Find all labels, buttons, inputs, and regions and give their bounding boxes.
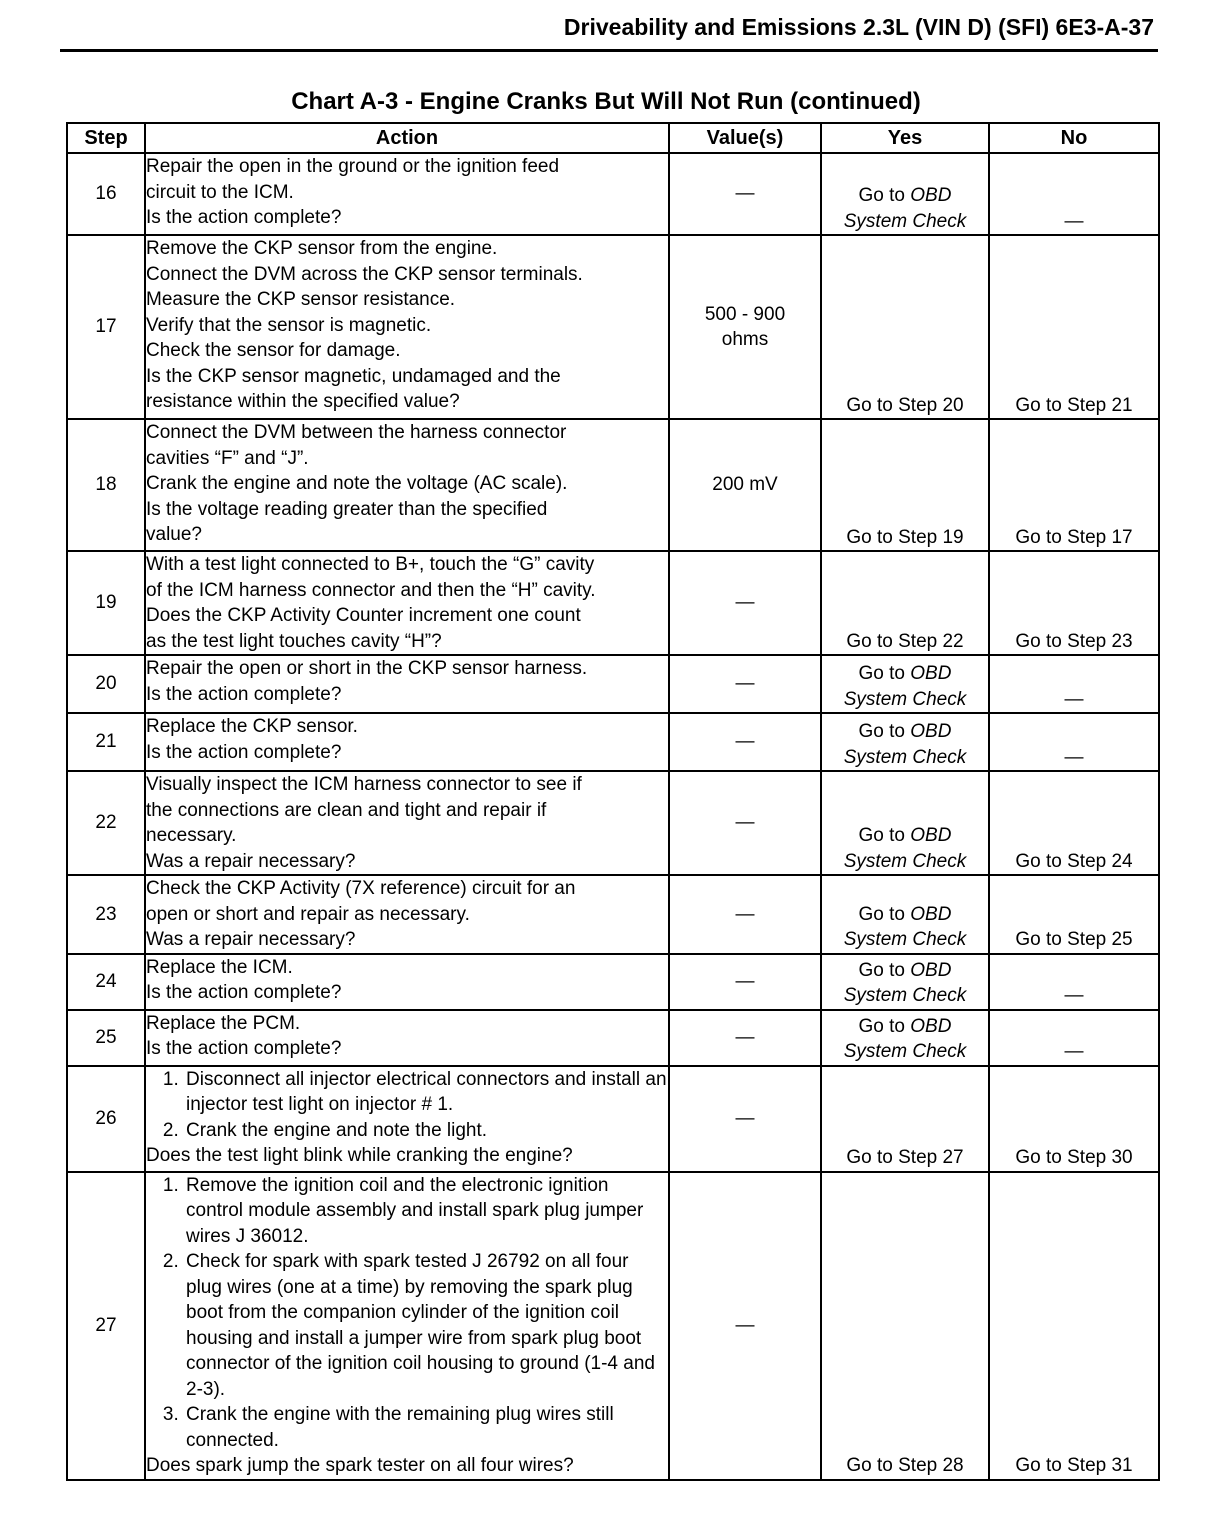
action-line: Replace the PCM. <box>146 1012 301 1034</box>
step-number: 26 <box>67 1066 145 1172</box>
value-cell <box>669 655 821 713</box>
value-text: 500 - 900 <box>704 303 786 325</box>
value-text: — <box>735 1107 755 1129</box>
yes-cell <box>821 954 989 1010</box>
action-line: Is the CKP sensor magnetic, undamaged and the <box>146 365 561 387</box>
no-result: Go to Step 24 <box>1015 850 1133 872</box>
table-row <box>67 419 1159 551</box>
action-line: Check the sensor for damage. <box>146 340 401 361</box>
step-number: 19 <box>67 551 145 655</box>
action-line: Verify that the sensor is magnetic. <box>146 314 432 336</box>
action-line: Repair the open in the ground or the ignition feed <box>146 156 560 177</box>
no-cell <box>989 875 1159 954</box>
yes-result: Go to Step 28 <box>846 1455 964 1476</box>
step-number: 17 <box>67 235 145 419</box>
action-step-item: 1. Disconnect all injector electrical connectors and install an injector test light on injector # 1. <box>184 1067 668 1118</box>
action-cell <box>145 1172 669 1480</box>
yes-cell <box>821 713 989 771</box>
value-text: — <box>735 731 755 753</box>
action-step-item: 1. Remove the ignition coil and the electronic ignition control module assembly and install spark plug jumper wires J 36012. <box>184 1173 668 1250</box>
column-header-action: Action <box>145 123 669 153</box>
no-result: Go to Step 17 <box>1015 526 1133 548</box>
no-cell <box>989 713 1159 771</box>
yes-result: Go to Step 27 <box>846 1147 964 1168</box>
action-line: Replace the CKP sensor. <box>146 716 358 737</box>
step-number: 21 <box>67 713 145 771</box>
table-row <box>67 153 1159 235</box>
action-line: Is the action complete? <box>146 1038 342 1059</box>
yes-cell <box>821 655 989 713</box>
yes-result: Go to Step 22 <box>846 630 964 652</box>
action-line: circuit to the ICM. <box>146 181 294 203</box>
value-text: — <box>735 970 755 992</box>
action-cell <box>145 1066 669 1172</box>
action-line: Crank the engine and note the voltage (AC scale). <box>146 473 568 494</box>
action-line: Is the action complete? <box>146 207 342 228</box>
yes-cell <box>821 235 989 419</box>
yes-cell <box>821 551 989 655</box>
action-steps-list <box>146 1173 668 1454</box>
no-cell <box>989 1066 1159 1172</box>
action-line: Is the voltage reading greater than the specified <box>146 498 548 520</box>
value-cell <box>669 875 821 954</box>
table-row <box>67 1010 1159 1066</box>
action-cell <box>145 875 669 954</box>
yes-cell <box>821 153 989 235</box>
no-cell <box>989 954 1159 1010</box>
action-cell <box>145 419 669 551</box>
action-cell <box>145 713 669 771</box>
table-header-row <box>67 123 1159 153</box>
step-number: 24 <box>67 954 145 1010</box>
no-result: Go to Step 31 <box>1015 1455 1133 1476</box>
step-number: 18 <box>67 419 145 551</box>
yes-cell <box>821 419 989 551</box>
value-cell <box>669 235 821 419</box>
step-number: 16 <box>67 153 145 235</box>
action-question: Does spark jump the spark tester on all four wires? <box>146 1455 574 1476</box>
column-header-step: Step <box>67 123 145 153</box>
action-line: Replace the ICM. <box>146 956 293 978</box>
action-step-item: 2. Check for spark with spark tested J 26792 on all four plug wires (one at a time) by removing the spark plug boot from the companion cylinder of the ignition coil housing and install a jumper wire from spark plug boot connector of the ignition coil housing to ground (1-4 and 2-3). <box>184 1249 668 1402</box>
no-cell <box>989 771 1159 875</box>
action-cell <box>145 1010 669 1066</box>
action-cell <box>145 153 669 235</box>
no-result: — <box>1064 746 1084 768</box>
action-line: Does the CKP Activity Counter increment one count <box>146 605 581 626</box>
action-line: Was a repair necessary? <box>146 929 356 950</box>
step-number: 22 <box>67 771 145 875</box>
value-cell <box>669 551 821 655</box>
action-line: Check the CKP Activity (7X reference) circuit for an <box>146 878 576 899</box>
column-header-yes: Yes <box>821 123 989 153</box>
action-cell <box>145 771 669 875</box>
action-line: Is the action complete? <box>146 741 342 763</box>
no-result: — <box>1064 688 1084 710</box>
no-cell <box>989 1172 1159 1480</box>
action-line: necessary. <box>146 825 237 846</box>
value-cell <box>669 1010 821 1066</box>
action-question: Does the test light blink while cranking the engine? <box>146 1145 573 1166</box>
action-step-item: 2. Crank the engine and note the light. <box>184 1118 668 1144</box>
no-cell <box>989 1010 1159 1066</box>
value-cell <box>669 713 821 771</box>
yes-result: Go to Step 20 <box>846 394 964 416</box>
table-row <box>67 875 1159 954</box>
no-result: Go to Step 23 <box>1015 630 1133 652</box>
value-text: ohms <box>721 329 769 350</box>
value-text: — <box>735 812 755 834</box>
yes-result: Go to OBD System Check <box>843 903 967 950</box>
table-row <box>67 771 1159 875</box>
no-cell <box>989 551 1159 655</box>
column-header-values: Value(s) <box>669 123 821 153</box>
no-result: — <box>1064 210 1084 232</box>
yes-result: Go to OBD System Check <box>843 959 967 1006</box>
table-row <box>67 1066 1159 1172</box>
action-cell <box>145 655 669 713</box>
action-line: as the test light touches cavity “H”? <box>146 630 442 652</box>
action-line: Connect the DVM between the harness connector <box>146 422 567 443</box>
value-text: 200 mV <box>712 474 778 496</box>
value-text: — <box>735 592 755 614</box>
table-row <box>67 954 1159 1010</box>
value-text: — <box>735 183 755 205</box>
action-cell <box>145 551 669 655</box>
step-number: 20 <box>67 655 145 713</box>
table-body <box>67 153 1159 1480</box>
no-result: Go to Step 30 <box>1015 1147 1133 1168</box>
no-result: Go to Step 25 <box>1015 929 1133 950</box>
no-cell <box>989 419 1159 551</box>
action-line: Repair the open or short in the CKP sensor harness. <box>146 658 588 679</box>
table-row <box>67 235 1159 419</box>
action-cell <box>145 954 669 1010</box>
yes-cell <box>821 771 989 875</box>
value-text: — <box>735 673 755 695</box>
action-line: Is the action complete? <box>146 683 342 705</box>
table-row <box>67 551 1159 655</box>
value-cell <box>669 1172 821 1480</box>
step-number: 27 <box>67 1172 145 1480</box>
action-line: With a test light connected to B+, touch the “G” cavity <box>146 554 595 575</box>
value-text: — <box>735 1026 755 1048</box>
value-cell <box>669 771 821 875</box>
table-row <box>67 713 1159 771</box>
action-line: value? <box>146 524 202 545</box>
no-cell <box>989 235 1159 419</box>
yes-cell <box>821 1066 989 1172</box>
action-step-item: 3. Crank the engine with the remaining plug wires still connected. <box>184 1402 668 1453</box>
chart-title <box>0 88 1216 116</box>
page-header <box>60 10 1158 52</box>
yes-result: Go to OBD System Check <box>843 721 967 768</box>
step-number: 23 <box>67 875 145 954</box>
action-line: Measure the CKP sensor resistance. <box>146 289 456 310</box>
action-line: open or short and repair as necessary. <box>146 903 470 925</box>
yes-result: Go to Step 19 <box>846 526 964 548</box>
step-number: 25 <box>67 1010 145 1066</box>
yes-result: Go to OBD System Check <box>843 825 967 872</box>
no-result: — <box>1064 1041 1084 1062</box>
table-row <box>67 655 1159 713</box>
action-line: Visually inspect the ICM harness connector to see if <box>146 774 582 795</box>
value-cell <box>669 153 821 235</box>
yes-result: Go to OBD System Check <box>843 663 967 710</box>
no-result: — <box>1064 985 1084 1006</box>
no-cell <box>989 655 1159 713</box>
yes-cell <box>821 875 989 954</box>
action-steps-list <box>146 1067 668 1144</box>
diagnostic-chart-table <box>66 122 1160 1481</box>
no-result: Go to Step 21 <box>1015 394 1133 416</box>
value-cell <box>669 1066 821 1172</box>
yes-cell <box>821 1010 989 1066</box>
table-row <box>67 1172 1159 1480</box>
value-cell <box>669 419 821 551</box>
chart-title-text: Chart A-3 - Engine Cranks But Will Not Run (continued) <box>291 88 921 115</box>
yes-result: Go to OBD System Check <box>843 1015 967 1062</box>
page-header-title: Driveability and Emissions 2.3L (VIN D) (SFI) 6E3-A-37 <box>563 14 1154 40</box>
action-line: Was a repair necessary? <box>146 850 356 872</box>
yes-result: Go to OBD System Check <box>843 185 967 232</box>
action-line: resistance within the specified value? <box>146 391 460 412</box>
value-text: — <box>735 903 755 925</box>
action-line: cavities “F” and “J”. <box>146 447 309 469</box>
no-cell <box>989 153 1159 235</box>
action-line: the connections are clean and tight and repair if <box>146 799 547 821</box>
yes-cell <box>821 1172 989 1480</box>
value-cell <box>669 954 821 1010</box>
action-line: Remove the CKP sensor from the engine. <box>146 238 498 259</box>
value-text: — <box>735 1314 755 1336</box>
action-line: Connect the DVM across the CKP sensor terminals. <box>146 263 583 285</box>
action-line: of the ICM harness connector and then the “H” cavity. <box>146 579 596 601</box>
action-line: Is the action complete? <box>146 982 342 1003</box>
action-cell <box>145 235 669 419</box>
column-header-no: No <box>989 123 1159 153</box>
